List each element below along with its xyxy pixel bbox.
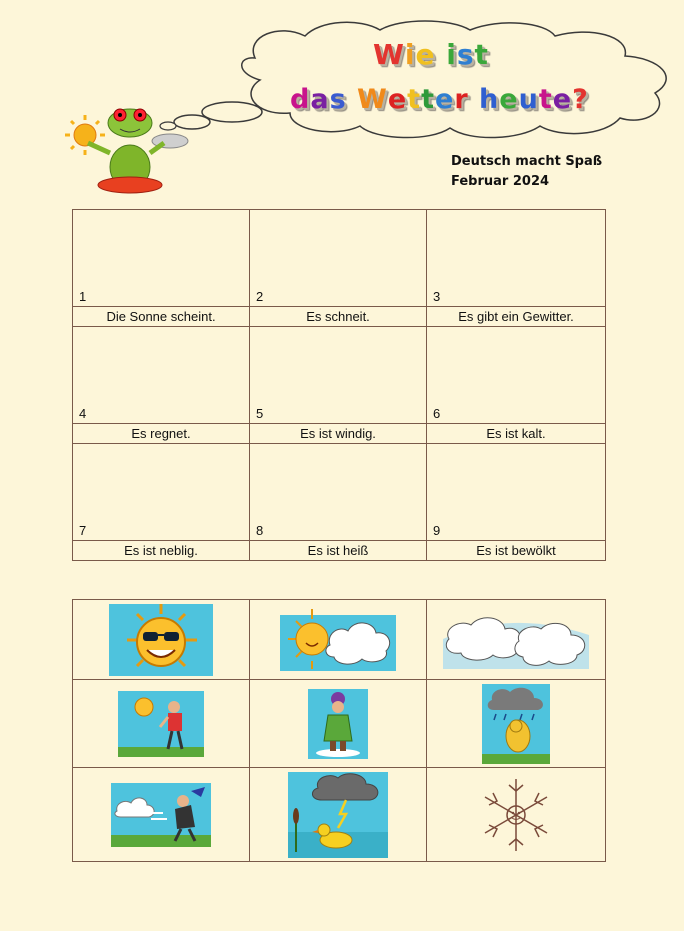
- title-letter: [347, 84, 357, 115]
- cell-number: 1: [79, 289, 87, 304]
- title-letter: e: [435, 84, 455, 115]
- caption: Es ist bewölkt: [427, 541, 606, 561]
- picture-cell-9[interactable]: [427, 768, 606, 862]
- drawing-box-2[interactable]: [250, 210, 427, 307]
- cell-number: 4: [79, 406, 87, 421]
- caption: Die Sonne scheint.: [73, 307, 250, 327]
- title-letter: e: [499, 84, 519, 115]
- title-letter: t: [421, 84, 435, 115]
- title-letter: e: [387, 84, 408, 115]
- title-letter: r: [454, 84, 469, 115]
- title-letter: a: [310, 84, 330, 115]
- drawing-box-6[interactable]: [427, 327, 606, 424]
- title-letter: t: [538, 84, 553, 115]
- numbered-grid: [72, 209, 606, 561]
- picture-cell-1[interactable]: [73, 600, 250, 680]
- title-letter: u: [518, 84, 539, 115]
- caption: Es ist heiß: [250, 541, 427, 561]
- drawing-box-7[interactable]: [73, 444, 250, 541]
- drawing-box-8[interactable]: [250, 444, 427, 541]
- sunglasses-sun-icon: [107, 602, 215, 678]
- thunderstorm-duck-icon: [288, 772, 388, 858]
- title-letter: [469, 84, 479, 115]
- cell-number: 6: [433, 406, 441, 421]
- title-letter: d: [290, 84, 311, 115]
- cold-person-icon: [308, 689, 368, 759]
- caption: Es ist kalt.: [427, 424, 606, 444]
- clouds-icon: [441, 609, 591, 671]
- title-letter: t: [474, 38, 489, 71]
- title-letter: s: [329, 84, 347, 115]
- thought-cloud: [150, 18, 684, 143]
- hot-person-icon: [118, 691, 204, 757]
- title-letter: W: [373, 38, 405, 71]
- cell-number: 3: [433, 289, 441, 304]
- title-letter: e: [552, 84, 573, 115]
- cell-number: 8: [256, 523, 264, 538]
- picture-cell-8[interactable]: [250, 768, 427, 862]
- picture-cell-6[interactable]: [427, 680, 606, 768]
- date-label: Februar 2024: [451, 174, 550, 189]
- picture-cell-2[interactable]: [250, 600, 427, 680]
- title-letter: e: [415, 38, 436, 71]
- title-letter: i: [446, 38, 457, 71]
- drawing-box-9[interactable]: [427, 444, 606, 541]
- picture-cell-5[interactable]: [250, 680, 427, 768]
- cell-number: 7: [79, 523, 87, 538]
- title-letter: W: [357, 84, 388, 115]
- drawing-box-3[interactable]: [427, 210, 606, 307]
- cell-number: 9: [433, 523, 441, 538]
- picture-grid: [72, 599, 606, 862]
- picture-cell-4[interactable]: [73, 680, 250, 768]
- caption: Es schneit.: [250, 307, 427, 327]
- title-letter: [436, 38, 447, 71]
- title-letter: t: [407, 84, 422, 115]
- drawing-box-1[interactable]: [73, 210, 250, 307]
- caption: Es regnet.: [73, 424, 250, 444]
- title-line-2: [290, 84, 589, 115]
- sun-and-cloud-icon: [278, 607, 398, 673]
- cell-number: 5: [256, 406, 264, 421]
- caption: Es ist windig.: [250, 424, 427, 444]
- snowflake-icon: [481, 775, 551, 855]
- title-letter: ?: [572, 84, 589, 115]
- course-name: Deutsch macht Spaß: [451, 154, 603, 169]
- caption: Es ist neblig.: [73, 541, 250, 561]
- drawing-box-4[interactable]: [73, 327, 250, 424]
- rain-person-icon: [482, 684, 550, 764]
- title-letter: h: [479, 84, 500, 115]
- cell-number: 2: [256, 289, 264, 304]
- frog-with-sun-icon: [60, 105, 195, 195]
- drawing-box-5[interactable]: [250, 327, 427, 424]
- title-line-1: [373, 38, 489, 71]
- picture-cell-3[interactable]: [427, 600, 606, 680]
- caption: Es gibt ein Gewitter.: [427, 307, 606, 327]
- title-letter: s: [456, 38, 475, 71]
- wind-person-icon: [111, 783, 211, 847]
- picture-cell-7[interactable]: [73, 768, 250, 862]
- title-letter: i: [404, 38, 416, 71]
